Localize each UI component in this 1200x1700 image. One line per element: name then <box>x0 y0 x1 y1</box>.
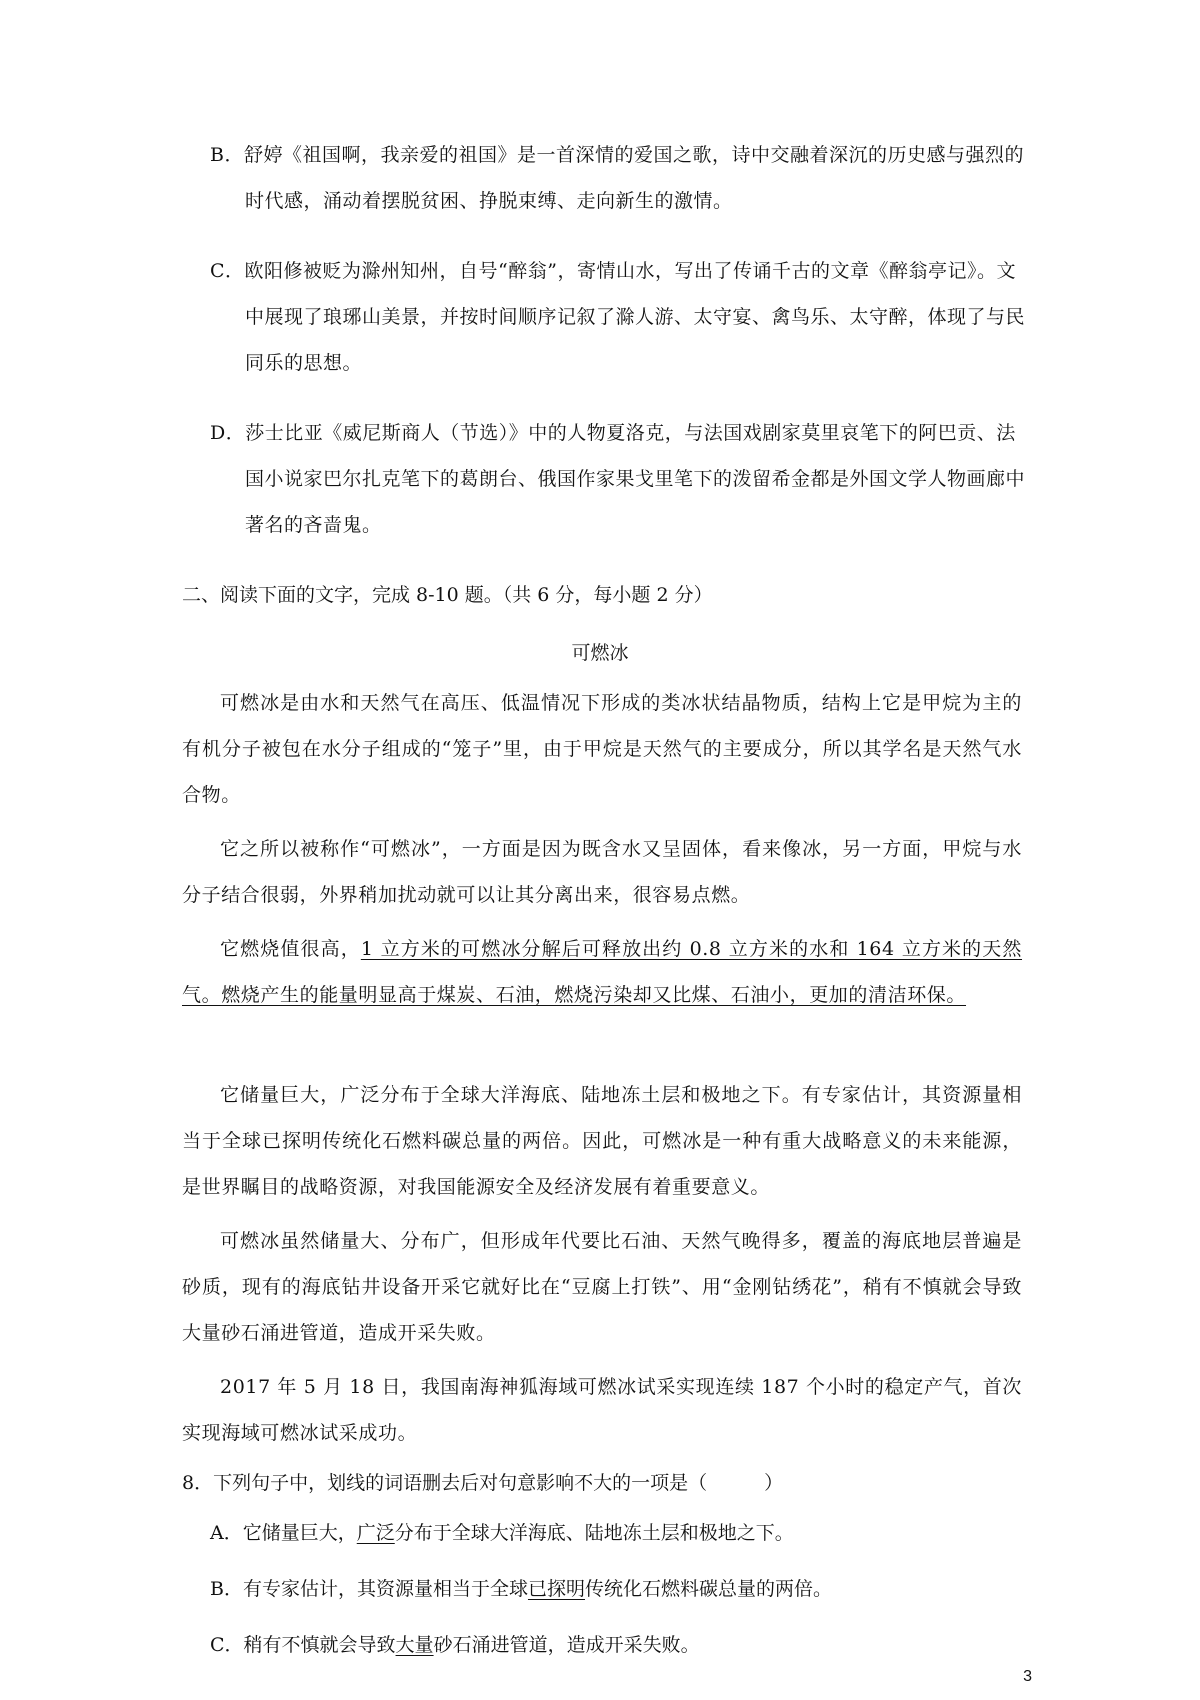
option-d-text: D．莎士比亚《威尼斯商人（节选）》中的人物夏洛克，与法国戏剧家莫里哀笔下的阿巴贡、法国小说家巴尔扎克笔下的葛朗台、俄国作家果戈里笔下的泼留希金都是外国文学人物画廊中著名的吝啬鬼。 <box>210 422 1026 536</box>
passage-paragraph-2: 它之所以被称作“可燃冰”，一方面是因为既含水又呈固体，看来像冰，另一方面，甲烷与水分子结合很弱，外界稍加扰动就可以让其分离出来，很容易点燃。 <box>182 838 1022 906</box>
page-number: 3 <box>1023 1668 1032 1685</box>
paragraph-3-lead: 它燃烧值很高， <box>220 938 361 960</box>
option-c-underlined: 大量 <box>395 1634 434 1656</box>
option-b-pre: B．有专家估计，其资源量相当于全球 <box>210 1578 528 1600</box>
option-b-text: B．舒婷《祖国啊，我亲爱的祖国》是一首深情的爱国之歌，诗中交融着深沉的历史感与强烈的时代感，涌动着摆脱贫困、挣脱束缚、走向新生的激情。 <box>210 144 1024 212</box>
option-c-text: C．欧阳修被贬为滁州知州，自号“醉翁”，寄情山水，写出了传诵千古的文章《醉翁亭记》。文中展现了琅琊山美景，并按时间顺序记叙了滁人游、太守宴、禽鸟乐、太守醉，体现了与民同乐的思想。 <box>210 260 1026 374</box>
passage-paragraph-5: 可燃冰虽然储量大、分布广，但形成年代要比石油、天然气晚得多，覆盖的海底地层普遍是砂质，现有的海底钻井设备开采它就好比在“豆腐上打铁”、用“金刚钻绣花”，稍有不慎就会导致大量砂石涌进管道，造成开采失败。 <box>182 1230 1022 1344</box>
option-b-prev <box>210 132 1030 224</box>
passage-paragraph-6: 2017 年 5 月 18 日，我国南海神狐海域可燃冰试采实现连续 187 个小时的稳定产气，首次实现海域可燃冰试采成功。 <box>182 1376 1022 1444</box>
passage-paragraph-1: 可燃冰是由水和天然气在高压、低温情况下形成的类冰状结晶物质，结构上它是甲烷为主的有机分子被包在水分子组成的“笼子”里，由于甲烷是天然气的主要成分，所以其学名是天然气水合物。 <box>182 692 1022 806</box>
question-8-stem: 8．下列句子中，划线的词语删去后对句意影响不大的一项是（ ） <box>182 1472 784 1494</box>
option-b-underlined: 已探明 <box>527 1578 585 1600</box>
option-c-pre: C．稍有不慎就会导致 <box>210 1634 396 1656</box>
option-b-post: 传统化石燃料碳总量的两倍。 <box>584 1578 832 1600</box>
option-c-post: 砂石涌进管道，造成开采失败。 <box>433 1634 700 1656</box>
passage-paragraph-4: 它储量巨大，广泛分布于全球大洋海底、陆地冻土层和极地之下。有专家估计，其资源量相当于全球已探明传统化石燃料碳总量的两倍。因此，可燃冰是一种有重大战略意义的未来能源，是世界瞩目的战略资源，对我国能源安全及经济发展有着重要意义。 <box>182 1084 1022 1198</box>
section-heading: 二、阅读下面的文字，完成 8-10 题。（共 6 分，每小题 2 分） <box>182 584 713 606</box>
question-8-option-a <box>210 1510 1030 1556</box>
passage-title: 可燃冰 <box>571 642 629 664</box>
question-8-option-c <box>210 1622 1030 1668</box>
option-d-prev <box>210 410 1030 548</box>
question-8-option-b <box>210 1566 1030 1612</box>
option-a-post: 分布于全球大洋海底、陆地冻土层和极地之下。 <box>394 1522 794 1544</box>
passage-paragraph-3 <box>182 926 1022 1018</box>
paragraph-3-underlined: 1 立方米的可燃冰分解后可释放出约 0.8 立方米的水和 164 立方米的天然气。燃烧产生的能量明显高于煤炭、石油，燃烧污染却又比煤、石油小，更加的清洁环保。 <box>182 938 1023 1006</box>
option-a-pre: A．它储量巨大， <box>210 1522 357 1544</box>
option-c-prev <box>210 248 1030 386</box>
option-a-underlined: 广泛 <box>356 1522 395 1544</box>
